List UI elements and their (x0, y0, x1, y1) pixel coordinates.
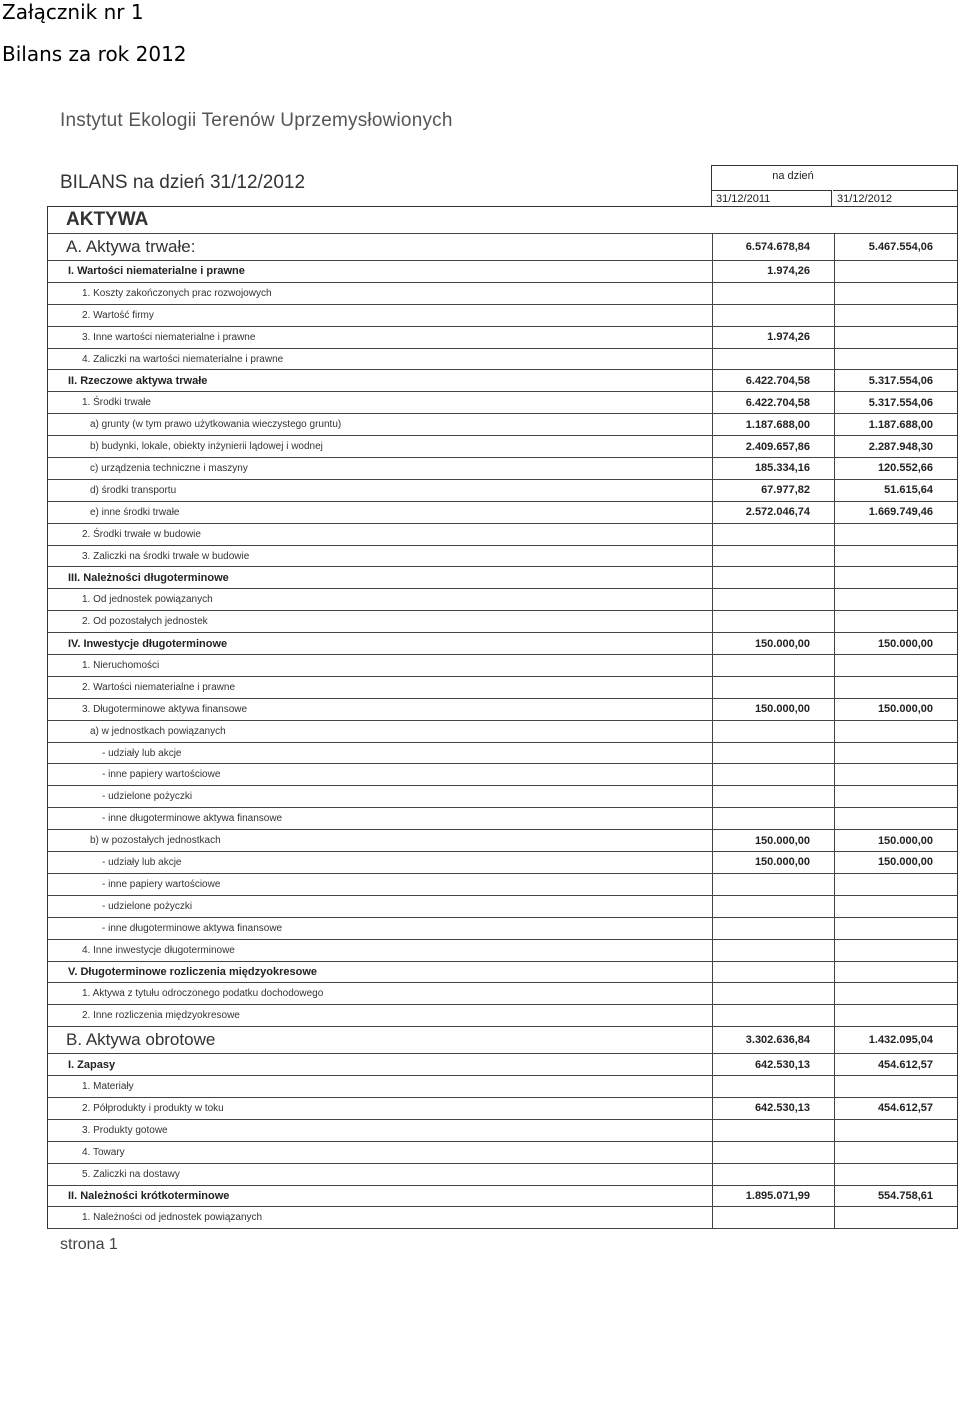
value-2012: 51.615,64 (834, 480, 957, 501)
value-2012 (834, 1120, 957, 1141)
value-2011: 1.187.688,00 (712, 414, 834, 435)
value-2012 (834, 655, 957, 676)
institute-name: Instytut Ekologii Terenów Uprzemysłowionych (60, 110, 453, 131)
row-label: 3. Długoterminowe aktywa finansowe (82, 703, 248, 715)
row-label: a) grunty (w tym prawo użytkowania wieczystego gruntu) (90, 419, 342, 431)
row-label: I. Wartości niematerialne i prawne (68, 265, 245, 278)
row-label: - udzielone pożyczki (102, 791, 193, 803)
value-2012 (834, 896, 957, 917)
value-2011 (712, 918, 834, 939)
row-label: 4. Zaliczki na wartości niematerialne i prawne (82, 353, 284, 365)
value-2011 (712, 207, 834, 233)
row-label: A. Aktywa trwałe: (66, 237, 196, 256)
table-row (48, 940, 957, 962)
value-2012 (834, 1076, 957, 1097)
table-row (48, 896, 957, 918)
na-dzien-label: na dzień (772, 170, 814, 182)
value-2012 (834, 721, 957, 742)
row-label: I. Zapasy (68, 1058, 116, 1071)
value-2011: 150.000,00 (712, 830, 834, 851)
row-label: - inne długoterminowe aktywa finansowe (102, 813, 283, 825)
table-row (48, 305, 957, 327)
value-2012: 120.552,66 (834, 458, 957, 479)
table-row (48, 370, 957, 392)
table-row (48, 546, 957, 568)
row-label: II. Rzeczowe aktywa trwałe (68, 374, 208, 387)
value-2012 (834, 1005, 957, 1026)
table-row (48, 874, 957, 896)
table-row (48, 1076, 957, 1098)
doc-title: Załącznik nr 1 (2, 0, 144, 24)
row-label: 1. Środki trwałe (82, 397, 151, 409)
value-2012 (834, 546, 957, 567)
row-label: 2. Środki trwałe w budowie (82, 528, 201, 540)
row-label: 1. Nieruchomości (82, 659, 160, 671)
table-row (48, 786, 957, 808)
row-label: a) w jednostkach powiązanych (90, 725, 226, 737)
value-2011 (712, 611, 834, 632)
table-row (48, 392, 957, 414)
row-label: V. Długoterminowe rozliczenia międzyokresowe (68, 965, 317, 978)
value-2011 (712, 786, 834, 807)
row-label: b) w pozostałych jednostkach (90, 835, 221, 847)
col-2012-header: 31/12/2012 (833, 190, 957, 207)
value-2011 (712, 1164, 834, 1185)
table-row (48, 349, 957, 371)
value-2011 (712, 874, 834, 895)
value-2012: 1.187.688,00 (834, 414, 957, 435)
table-row (48, 918, 957, 940)
row-label: d) środki transportu (90, 484, 177, 496)
table-row (48, 1120, 957, 1142)
value-2012: 454.612,57 (834, 1098, 957, 1119)
table-row (48, 1207, 957, 1229)
table-row (48, 327, 957, 349)
table-row (48, 962, 957, 984)
value-2011 (712, 305, 834, 326)
row-label: - inne papiery wartościowe (102, 769, 221, 781)
value-2011 (712, 983, 834, 1004)
table-row (48, 1054, 957, 1076)
value-2011 (712, 589, 834, 610)
table-row (48, 699, 957, 721)
value-2012 (834, 808, 957, 829)
table-row (48, 283, 957, 305)
row-label: 4. Inne inwestycje długoterminowe (82, 944, 235, 956)
value-2012: 1.432.095,04 (834, 1027, 957, 1053)
value-2011 (712, 1120, 834, 1141)
value-2012: 150.000,00 (834, 830, 957, 851)
value-2011 (712, 567, 834, 588)
value-2011: 3.302.636,84 (712, 1027, 834, 1053)
table-row (48, 808, 957, 830)
row-label: e) inne środki trwałe (90, 506, 180, 518)
date-header (711, 165, 958, 207)
row-label: II. Należności krótkoterminowe (68, 1189, 230, 1202)
value-2012: 1.669.749,46 (834, 502, 957, 523)
table-row (48, 830, 957, 852)
value-2011 (712, 349, 834, 370)
value-2012: 454.612,57 (834, 1054, 957, 1075)
value-2012: 2.287.948,30 (834, 436, 957, 457)
value-2012 (834, 743, 957, 764)
table-row (48, 1186, 957, 1208)
doc-subtitle: Bilans za rok 2012 (2, 42, 187, 66)
table-row (48, 1164, 957, 1186)
value-2012 (834, 283, 957, 304)
value-2011: 2.409.657,86 (712, 436, 834, 457)
value-2012 (834, 786, 957, 807)
value-2011 (712, 524, 834, 545)
row-label: IV. Inwestycje długoterminowe (68, 637, 228, 650)
value-2011: 1.974,26 (712, 327, 834, 348)
table-row (48, 458, 957, 480)
row-label: B. Aktywa obrotowe (66, 1030, 216, 1050)
value-2011: 67.977,82 (712, 480, 834, 501)
value-2011: 1.974,26 (712, 261, 834, 282)
value-2012 (834, 589, 957, 610)
value-2011 (712, 1076, 834, 1097)
value-2011 (712, 1142, 834, 1163)
value-2012 (834, 918, 957, 939)
value-2011 (712, 1207, 834, 1228)
row-label: 3. Produkty gotowe (82, 1124, 168, 1136)
table-row (48, 1005, 957, 1027)
value-2011: 185.334,16 (712, 458, 834, 479)
table-row (48, 567, 957, 589)
row-label: b) budynki, lokale, obiekty inżynierii lądowej i wodnej (90, 441, 323, 453)
value-2011: 6.422.704,58 (712, 370, 834, 391)
value-2012: 150.000,00 (834, 633, 957, 654)
value-2012 (834, 940, 957, 961)
row-label: AKTYWA (66, 209, 149, 230)
value-2012 (834, 305, 957, 326)
value-2011 (712, 896, 834, 917)
table-row (48, 524, 957, 546)
value-2011: 642.530,13 (712, 1098, 834, 1119)
value-2011: 6.574.678,84 (712, 234, 834, 260)
row-label: - inne papiery wartościowe (102, 878, 221, 890)
value-2012 (834, 874, 957, 895)
table-row (48, 743, 957, 765)
value-2011 (712, 743, 834, 764)
value-2011 (712, 764, 834, 785)
table-row (48, 502, 957, 524)
table-row (48, 655, 957, 677)
row-label: 1. Aktywa z tytułu odroczonego podatku dochodowego (82, 988, 324, 1000)
row-label: c) urządzenia techniczne i maszyny (90, 462, 248, 474)
row-label: 2. Półprodukty i produkty w toku (82, 1102, 224, 1114)
table-row (48, 1098, 957, 1120)
row-label: 2. Wartości niematerialne i prawne (82, 681, 236, 693)
table-row (48, 234, 957, 261)
value-2012 (834, 1142, 957, 1163)
table-row (48, 480, 957, 502)
value-2012 (834, 207, 957, 233)
value-2012 (834, 349, 957, 370)
value-2012 (834, 524, 957, 545)
row-label: 2. Inne rozliczenia międzyokresowe (82, 1010, 240, 1022)
row-label: 1. Od jednostek powiązanych (82, 594, 213, 606)
table-row (48, 589, 957, 611)
table-row (48, 677, 957, 699)
value-2011: 642.530,13 (712, 1054, 834, 1075)
value-2011: 150.000,00 (712, 633, 834, 654)
row-label: - udziały lub akcje (102, 747, 182, 759)
value-2012: 150.000,00 (834, 852, 957, 873)
table-row (48, 633, 957, 655)
row-label: 1. Koszty zakończonych prac rozwojowych (82, 287, 272, 299)
value-2012: 5.317.554,06 (834, 392, 957, 413)
value-2012: 554.758,61 (834, 1186, 957, 1207)
row-label: - udzielone pożyczki (102, 900, 193, 912)
value-2011 (712, 655, 834, 676)
page-number: strona 1 (60, 1236, 118, 1253)
value-2012 (834, 983, 957, 1004)
value-2012 (834, 1207, 957, 1228)
balance-sheet-table (47, 206, 958, 1229)
value-2011 (712, 808, 834, 829)
row-label: 1. Należności od jednostek powiązanych (82, 1212, 263, 1224)
table-row (48, 1142, 957, 1164)
value-2012 (834, 611, 957, 632)
value-2011 (712, 1005, 834, 1026)
table-row (48, 1027, 957, 1054)
row-label: 2. Od pozostałych jednostek (82, 616, 208, 628)
value-2011 (712, 962, 834, 983)
value-2012 (834, 764, 957, 785)
row-label: 3. Zaliczki na środki trwałe w budowie (82, 550, 250, 562)
table-row (48, 436, 957, 458)
table-row (48, 852, 957, 874)
value-2011 (712, 546, 834, 567)
table-row (48, 983, 957, 1005)
table-row (48, 721, 957, 743)
value-2011: 150.000,00 (712, 852, 834, 873)
row-label: III. Należności długoterminowe (68, 571, 229, 584)
col-2011-header: 31/12/2011 (712, 190, 832, 207)
value-2011 (712, 940, 834, 961)
table-row (48, 414, 957, 436)
value-2011: 2.572.046,74 (712, 502, 834, 523)
table-row (48, 611, 957, 633)
row-label: - udziały lub akcje (102, 856, 182, 868)
row-label: - inne długoterminowe aktywa finansowe (102, 922, 283, 934)
value-2011: 6.422.704,58 (712, 392, 834, 413)
value-2011: 150.000,00 (712, 699, 834, 720)
value-2012 (834, 677, 957, 698)
row-label: 4. Towary (82, 1146, 125, 1158)
value-2011: 1.895.071,99 (712, 1186, 834, 1207)
table-row (48, 261, 957, 283)
value-2011 (712, 283, 834, 304)
row-label: 1. Materiały (82, 1081, 134, 1092)
value-2012 (834, 261, 957, 282)
value-2012 (834, 962, 957, 983)
row-label: 2. Wartość firmy (82, 309, 154, 321)
value-2012: 5.317.554,06 (834, 370, 957, 391)
value-2012 (834, 1164, 957, 1185)
value-2011 (712, 677, 834, 698)
row-label: 5. Zaliczki na dostawy (82, 1168, 180, 1180)
bilans-title: BILANS na dzień 31/12/2012 (60, 172, 306, 193)
value-2012 (834, 327, 957, 348)
value-2011 (712, 721, 834, 742)
table-row (48, 207, 957, 234)
value-2012: 150.000,00 (834, 699, 957, 720)
table-row (48, 764, 957, 786)
row-label: 3. Inne wartości niematerialne i prawne (82, 331, 256, 343)
value-2012: 5.467.554,06 (834, 234, 957, 260)
value-2012 (834, 567, 957, 588)
